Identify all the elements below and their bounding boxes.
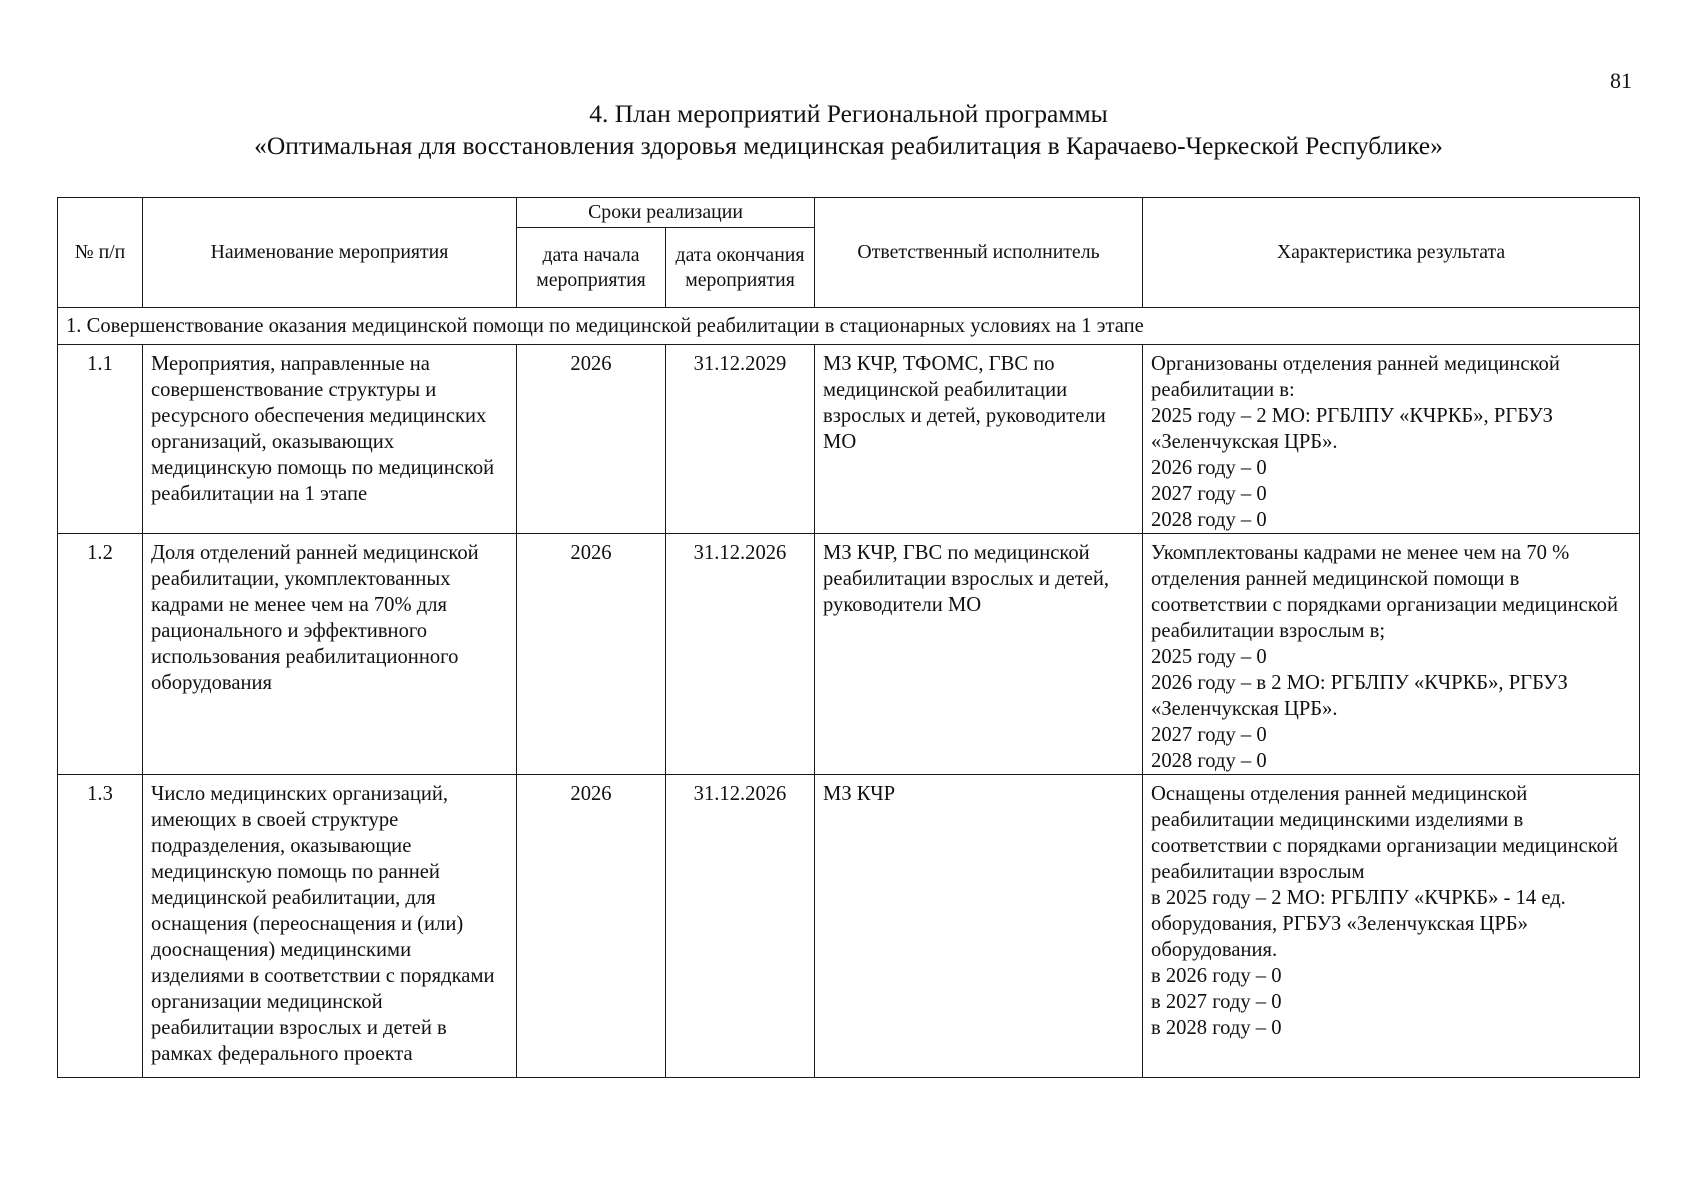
row-start-date: 2026 [517, 534, 666, 775]
row-name: Доля отделений ранней медицинской реабилитации, укомплектованных кадрами не менее чем на 70% для рационального и эффективного использования реабилитационного оборудования [143, 534, 517, 775]
result-line: в 2027 году – 0 [1151, 991, 1282, 1013]
plan-table [57, 197, 1640, 1078]
header-start-date: дата начала мероприятия [517, 228, 666, 308]
result-line: Организованы отделения ранней медицинской реабилитации в: [1151, 353, 1560, 401]
result-line: 2025 году – 2 МО: РГБЛПУ «КЧРКБ», РГБУЗ «Зеленчукская ЦРБ». [1151, 405, 1553, 453]
header-num: № п/п [58, 198, 143, 308]
result-line: Оснащены отделения ранней медицинской реабилитации медицинскими изделиями в соответствии с порядками организации медицинской реабилитации взрослым [1151, 783, 1619, 883]
row-result [1143, 534, 1640, 775]
result-line: 2027 году – 0 [1151, 724, 1267, 746]
row-executor: МЗ КЧР [815, 775, 1143, 1078]
result-line: 2028 году – 0 [1151, 509, 1267, 531]
row-result [1143, 775, 1640, 1078]
header-timeline: Сроки реализации [517, 198, 815, 228]
result-line: в 2026 году – 0 [1151, 965, 1282, 987]
header-executor: Ответственный исполнитель [815, 198, 1143, 308]
row-end-date: 31.12.2026 [666, 775, 815, 1078]
row-name: Мероприятия, направленные на совершенствование структуры и ресурсного обеспечения медицинских организаций, оказывающих медицинскую помощь по медицинской реабилитации на 1 этапе [143, 345, 517, 534]
page-number: 81 [1610, 68, 1632, 93]
header-name: Наименование мероприятия [143, 198, 517, 308]
section-title: 1. Совершенствование оказания медицинской помощи по медицинской реабилитации в стационарных условиях на 1 этапе [58, 308, 1640, 345]
row-end-date: 31.12.2029 [666, 345, 815, 534]
row-executor: МЗ КЧР, ТФОМС, ГВС по медицинской реабилитации взрослых и детей, руководители МО [815, 345, 1143, 534]
row-num: 1.1 [58, 345, 143, 534]
title-line-1: 4. План мероприятий Региональной программы [589, 99, 1108, 128]
result-line: 2026 году – в 2 МО: РГБЛПУ «КЧРКБ», РГБУЗ «Зеленчукская ЦРБ». [1151, 672, 1568, 720]
result-line: 2026 году – 0 [1151, 457, 1267, 479]
result-line: 2027 году – 0 [1151, 483, 1267, 505]
row-result [1143, 345, 1640, 534]
result-line: Укомплектованы кадрами не менее чем на 70 % отделения ранней медицинской помощи в соответствии с порядками организации медицинской реабилитации взрослым в; [1151, 542, 1619, 642]
row-executor: МЗ КЧР, ГВС по медицинской реабилитации взрослых и детей, руководители МО [815, 534, 1143, 775]
row-start-date: 2026 [517, 345, 666, 534]
table-row [58, 534, 1640, 775]
row-name: Число медицинских организаций, имеющих в своей структуре подразделения, оказывающие медицинскую помощь по ранней медицинской реабилитации, для оснащения (переоснащения и (или) дооснащения) медицинскими изделиями в соответствии с порядками организации медицинской реабилитации взрослых и детей в рамках федерального проекта [143, 775, 517, 1078]
row-start-date: 2026 [517, 775, 666, 1078]
page-title [57, 98, 1640, 162]
result-line: в 2025 году – 2 МО: РГБЛПУ «КЧРКБ» - 14 ед. оборудования, РГБУЗ «Зеленчукская ЦРБ» оборудования. [1151, 887, 1566, 961]
table-row [58, 345, 1640, 534]
row-num: 1.3 [58, 775, 143, 1078]
title-line-2: «Оптимальная для восстановления здоровья медицинская реабилитация в Карачаево-Черкеской Республике» [254, 131, 1443, 160]
result-line: в 2028 году – 0 [1151, 1017, 1282, 1039]
result-line: 2025 году – 0 [1151, 646, 1267, 668]
table-row [58, 775, 1640, 1078]
header-end-date: дата окончания мероприятия [666, 228, 815, 308]
row-end-date: 31.12.2026 [666, 534, 815, 775]
header-result: Характеристика результата [1143, 198, 1640, 308]
section-row [58, 308, 1640, 345]
result-line: 2028 году – 0 [1151, 750, 1267, 772]
row-num: 1.2 [58, 534, 143, 775]
